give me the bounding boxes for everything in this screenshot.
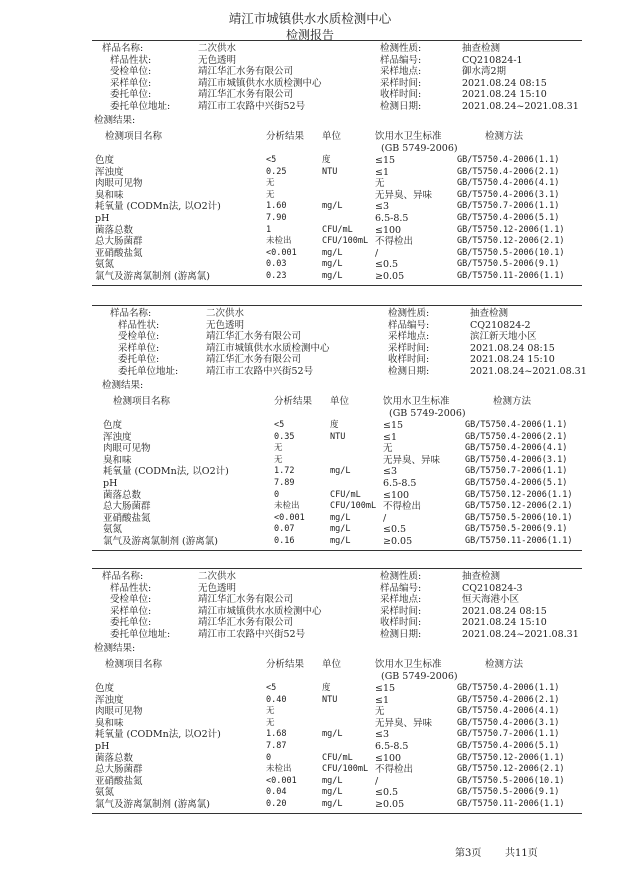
row-method: GB/T5750.4-2006(3.1) bbox=[457, 717, 560, 728]
row-item-name: 总大肠菌群 bbox=[95, 764, 143, 776]
row-result: 无 bbox=[266, 178, 275, 189]
info-value: 滨江新天地小区 bbox=[470, 331, 537, 343]
info-label: 检测日期: bbox=[380, 629, 422, 640]
page-total: 共11页 bbox=[505, 848, 538, 859]
info-value: 抽查检测 bbox=[462, 571, 501, 582]
header-item: 检测项目名称 bbox=[105, 659, 163, 670]
row-unit: 度 bbox=[322, 683, 331, 693]
row-method: GB/T5750.4-2006(4.1) bbox=[457, 706, 560, 717]
info-value: 二次供水 bbox=[198, 43, 237, 54]
info-label: 样品性状: bbox=[118, 319, 160, 331]
row-item-name: 氨氮 bbox=[95, 259, 115, 271]
row-method: GB/T5750.4-2006(2.1) bbox=[457, 166, 560, 177]
row-unit: mg/L bbox=[322, 201, 343, 212]
row-result: 0.23 bbox=[266, 271, 287, 281]
header-result: 分析结果 bbox=[274, 396, 313, 407]
row-standard: 不得检出 bbox=[383, 501, 422, 513]
row-standard: ≤15 bbox=[375, 683, 396, 694]
row-standard: ≤3 bbox=[383, 466, 398, 478]
row-item-name: 耗氧量 (CODMn法, 以O2计) bbox=[95, 729, 221, 741]
row-item-name: 菌落总数 bbox=[103, 489, 142, 501]
section-bottom-rule bbox=[92, 813, 582, 814]
row-unit: mg/L bbox=[330, 466, 351, 477]
row-method: GB/T5750.12-2006(2.1) bbox=[465, 501, 573, 512]
row-unit: NTU bbox=[322, 166, 338, 177]
row-result: 7.90 bbox=[266, 213, 287, 223]
row-unit: CFU/100mL bbox=[322, 236, 369, 247]
info-label: 检测性质: bbox=[380, 43, 422, 54]
results-label: 检测结果: bbox=[102, 380, 144, 391]
header-item: 检测项目名称 bbox=[113, 396, 171, 407]
info-value: 靖江市城镇供水水质检测中心 bbox=[206, 342, 330, 354]
row-item-name: 菌落总数 bbox=[95, 224, 134, 236]
info-value: 靖江市城镇供水水质检测中心 bbox=[198, 605, 322, 617]
row-method: GB/T5750.12-2006(2.1) bbox=[457, 236, 565, 247]
row-result: 1.72 bbox=[274, 466, 295, 477]
row-standard: ≤1 bbox=[375, 166, 390, 178]
row-method: GB/T5750.11-2006(1.1) bbox=[457, 799, 565, 809]
row-unit: NTU bbox=[322, 694, 338, 705]
section-bottom-rule bbox=[92, 285, 582, 286]
row-standard: 无异臭、异味 bbox=[375, 717, 433, 729]
row-unit: CFU/mL bbox=[322, 752, 353, 763]
row-item-name: 总大肠菌群 bbox=[95, 236, 143, 248]
info-value: CQ210824-3 bbox=[462, 582, 523, 594]
info-label: 委托单位: bbox=[110, 617, 152, 629]
header-standard: 饮用水卫生标准 bbox=[383, 396, 450, 407]
info-value: 靖江华汇水务有限公司 bbox=[198, 594, 294, 606]
row-method: GB/T5750.4-2006(2.1) bbox=[465, 431, 568, 442]
row-result: 无 bbox=[266, 189, 275, 200]
row-method: GB/T5750.4-2006(3.1) bbox=[457, 189, 560, 200]
row-standard: 无 bbox=[375, 706, 385, 718]
row-item-name: 浑浊度 bbox=[95, 166, 124, 178]
row-item-name: 臭和味 bbox=[103, 454, 132, 466]
info-value: 御水湾2期 bbox=[462, 66, 507, 78]
report-subtitle: 检测报告 bbox=[285, 28, 334, 42]
header-unit: 单位 bbox=[322, 659, 342, 670]
row-unit: mg/L bbox=[322, 775, 343, 786]
row-unit: mg/L bbox=[322, 787, 343, 798]
row-result: 未检出 bbox=[266, 236, 292, 247]
row-result: 无 bbox=[266, 706, 275, 717]
info-value: 靖江市工农路中兴街52号 bbox=[198, 629, 306, 640]
report-title: 靖江市城镇供水水质检测中心 bbox=[228, 11, 392, 26]
row-result: 未检出 bbox=[266, 764, 292, 775]
row-method: GB/T5750.5-2006(9.1) bbox=[457, 259, 560, 270]
info-label: 检测日期: bbox=[380, 101, 422, 112]
row-method: GB/T5750.4-2006(5.1) bbox=[465, 478, 568, 488]
header-unit: 单位 bbox=[330, 396, 350, 407]
row-unit: mg/L bbox=[330, 524, 351, 535]
row-method: GB/T5750.4-2006(2.1) bbox=[457, 694, 560, 705]
info-value: 2021.08.24 08:15 bbox=[462, 605, 547, 617]
row-unit: CFU/100mL bbox=[330, 501, 377, 512]
row-result: 1.60 bbox=[266, 201, 287, 212]
info-value: 无色透明 bbox=[198, 582, 237, 594]
section-top-rule bbox=[92, 305, 582, 306]
info-value: 靖江市工农路中兴街52号 bbox=[206, 366, 314, 377]
header-method: 检测方法 bbox=[485, 659, 524, 670]
info-label: 受检单位: bbox=[118, 331, 160, 343]
info-label: 采样时间: bbox=[380, 605, 422, 617]
row-result: 无 bbox=[274, 454, 283, 465]
info-value: 抽查检测 bbox=[470, 308, 509, 319]
row-standard: ≤100 bbox=[375, 752, 402, 764]
info-label: 样品编号: bbox=[380, 54, 422, 66]
row-standard: 6.5-8.5 bbox=[383, 478, 417, 489]
row-result: 0.03 bbox=[266, 259, 287, 270]
row-standard: ≤0.5 bbox=[375, 259, 399, 271]
row-unit: mg/L bbox=[322, 259, 343, 270]
page-number: 第3页 bbox=[455, 848, 482, 859]
row-method: GB/T5750.5-2006(10.1) bbox=[457, 247, 565, 258]
row-result: 0 bbox=[274, 489, 280, 500]
info-value: 二次供水 bbox=[206, 308, 245, 319]
info-label: 委托单位: bbox=[110, 89, 152, 101]
row-standard: ≤3 bbox=[375, 201, 390, 213]
row-item-name: 肉眼可见物 bbox=[103, 443, 151, 455]
row-item-name: 氨氮 bbox=[103, 524, 123, 536]
section-top-rule bbox=[92, 568, 582, 569]
row-item-name: 臭和味 bbox=[95, 717, 124, 729]
row-standard: / bbox=[375, 775, 379, 787]
header-method: 检测方法 bbox=[493, 396, 532, 407]
row-result: 0 bbox=[266, 752, 272, 763]
row-unit: CFU/100mL bbox=[322, 764, 369, 775]
row-method: GB/T5750.4-2006(1.1) bbox=[457, 155, 560, 165]
row-item-name: 氯气及游离氯制剂 (游离氯) bbox=[103, 536, 218, 547]
row-standard: ≤100 bbox=[375, 224, 402, 236]
header-result: 分析结果 bbox=[266, 659, 305, 670]
row-method: GB/T5750.4-2006(1.1) bbox=[465, 420, 568, 430]
row-method: GB/T5750.4-2006(5.1) bbox=[457, 741, 560, 751]
info-value: 靖江华汇水务有限公司 bbox=[198, 617, 294, 629]
row-standard: 无 bbox=[383, 443, 393, 455]
row-unit: mg/L bbox=[322, 271, 343, 281]
info-label: 采样单位: bbox=[118, 342, 160, 354]
header-standard: 饮用水卫生标准 bbox=[375, 131, 442, 142]
info-value: 2021.08.24 15:10 bbox=[470, 354, 555, 366]
row-standard: ≤1 bbox=[383, 431, 398, 443]
info-label: 样品性状: bbox=[110, 54, 152, 66]
row-item-name: 浑浊度 bbox=[103, 431, 132, 443]
row-standard: 无异臭、异味 bbox=[383, 454, 441, 466]
row-item-name: 氨氮 bbox=[95, 787, 115, 799]
row-item-name: 菌落总数 bbox=[95, 752, 134, 764]
row-item-name: 氯气及游离氯制剂 (游离氯) bbox=[95, 799, 210, 810]
row-result: 0.20 bbox=[266, 799, 287, 809]
info-value: 无色透明 bbox=[198, 54, 237, 66]
row-result: <5 bbox=[266, 155, 277, 165]
header-method: 检测方法 bbox=[485, 131, 524, 142]
row-result: 7.89 bbox=[274, 478, 295, 488]
row-result: <5 bbox=[266, 683, 277, 693]
header-item: 检测项目名称 bbox=[105, 131, 163, 142]
row-method: GB/T5750.4-2006(4.1) bbox=[457, 178, 560, 189]
info-value: 2021.08.24 15:10 bbox=[462, 89, 547, 101]
row-item-name: 浑浊度 bbox=[95, 694, 124, 706]
row-result: <5 bbox=[274, 420, 285, 430]
row-result: 1.68 bbox=[266, 729, 287, 740]
row-unit: 度 bbox=[330, 420, 339, 430]
info-label: 采样时间: bbox=[388, 342, 430, 354]
row-method: GB/T5750.12-2006(1.1) bbox=[457, 752, 565, 763]
row-result: 0.07 bbox=[274, 524, 295, 535]
row-standard: / bbox=[375, 247, 379, 259]
info-value: 2021.08.24 15:10 bbox=[462, 617, 547, 629]
header-result: 分析结果 bbox=[266, 131, 305, 142]
results-label: 检测结果: bbox=[94, 643, 136, 654]
info-label: 检测性质: bbox=[380, 571, 422, 582]
info-label: 样品编号: bbox=[380, 582, 422, 594]
info-label: 委托单位地址: bbox=[110, 101, 171, 112]
info-value: 二次供水 bbox=[198, 571, 237, 582]
row-result: 无 bbox=[274, 443, 283, 454]
row-unit: mg/L bbox=[330, 536, 351, 546]
info-value: 抽查检测 bbox=[462, 43, 501, 54]
row-item-name: 肉眼可见物 bbox=[95, 706, 143, 718]
info-value: 靖江华汇水务有限公司 bbox=[198, 66, 294, 78]
info-label: 样品编号: bbox=[388, 319, 430, 331]
info-label: 检测日期: bbox=[388, 366, 430, 377]
info-label: 委托单位地址: bbox=[118, 366, 179, 377]
header-unit: 单位 bbox=[322, 131, 342, 142]
info-label: 收样时间: bbox=[380, 89, 422, 101]
info-value: CQ210824-2 bbox=[470, 319, 531, 331]
row-result: 未检出 bbox=[274, 501, 300, 512]
row-method: GB/T5750.12-2006(1.1) bbox=[465, 489, 573, 500]
info-label: 受检单位: bbox=[110, 594, 152, 606]
row-standard: ≤0.5 bbox=[383, 524, 407, 536]
row-result: 0.25 bbox=[266, 166, 287, 177]
info-label: 委托单位地址: bbox=[110, 629, 171, 640]
row-item-name: pH bbox=[95, 741, 110, 752]
info-value: 靖江市城镇供水水质检测中心 bbox=[198, 77, 322, 89]
row-method: GB/T5750.11-2006(1.1) bbox=[457, 271, 565, 281]
info-value: 2021.08.24~2021.08.31 bbox=[462, 629, 579, 640]
row-method: GB/T5750.5-2006(10.1) bbox=[465, 512, 573, 523]
row-standard: ≤100 bbox=[383, 489, 410, 501]
info-label: 样品性状: bbox=[110, 582, 152, 594]
info-label: 采样地点: bbox=[380, 594, 422, 606]
info-value: 靖江华汇水务有限公司 bbox=[206, 331, 302, 343]
header-standard-code: (GB 5749-2006) bbox=[381, 143, 458, 154]
row-unit: CFU/mL bbox=[322, 224, 353, 235]
row-result: 7.87 bbox=[266, 741, 287, 751]
info-value: 靖江华汇水务有限公司 bbox=[198, 89, 294, 101]
info-label: 采样地点: bbox=[380, 66, 422, 78]
header-standard-code: (GB 5749-2006) bbox=[381, 671, 458, 682]
header-standard: 饮用水卫生标准 bbox=[375, 659, 442, 670]
row-standard: 6.5-8.5 bbox=[375, 213, 409, 224]
info-value: 靖江市工农路中兴街52号 bbox=[198, 101, 306, 112]
row-method: GB/T5750.11-2006(1.1) bbox=[465, 536, 573, 546]
row-unit: mg/L bbox=[322, 247, 343, 258]
row-standard: / bbox=[383, 512, 387, 524]
row-result: 1 bbox=[266, 224, 272, 235]
row-unit: NTU bbox=[330, 431, 346, 442]
row-item-name: 耗氧量 (CODMn法, 以O2计) bbox=[103, 466, 229, 478]
row-standard: 无异臭、异味 bbox=[375, 189, 433, 201]
section-bottom-rule bbox=[92, 550, 582, 551]
row-result: 无 bbox=[266, 717, 275, 728]
header-standard-code: (GB 5749-2006) bbox=[389, 408, 466, 419]
row-item-name: 色度 bbox=[103, 420, 123, 431]
row-unit: 度 bbox=[322, 155, 331, 165]
row-item-name: pH bbox=[103, 478, 118, 489]
info-value: 2021.08.24~2021.08.31 bbox=[462, 101, 579, 112]
info-value: CQ210824-1 bbox=[462, 54, 523, 66]
row-standard: ≤15 bbox=[375, 155, 396, 166]
row-standard: ≤15 bbox=[383, 420, 404, 431]
info-value: 恒天海港小区 bbox=[462, 594, 520, 606]
row-item-name: pH bbox=[95, 213, 110, 224]
row-standard: ≥0.05 bbox=[375, 271, 405, 282]
row-item-name: 氯气及游离氯制剂 (游离氯) bbox=[95, 271, 210, 282]
row-standard: 不得检出 bbox=[375, 764, 414, 776]
row-item-name: 亚硝酸盐氮 bbox=[103, 512, 151, 524]
row-result: <0.001 bbox=[266, 247, 297, 258]
row-result: <0.001 bbox=[274, 512, 305, 523]
row-unit: CFU/mL bbox=[330, 489, 361, 500]
row-method: GB/T5750.4-2006(5.1) bbox=[457, 213, 560, 223]
row-standard: ≥0.05 bbox=[383, 536, 413, 547]
info-label: 采样时间: bbox=[380, 77, 422, 89]
row-result: 0.35 bbox=[274, 431, 295, 442]
row-result: <0.001 bbox=[266, 775, 297, 786]
row-method: GB/T5750.5-2006(9.1) bbox=[457, 787, 560, 798]
row-method: GB/T5750.5-2006(9.1) bbox=[465, 524, 568, 535]
results-label: 检测结果: bbox=[94, 115, 136, 126]
info-label: 样品名称: bbox=[102, 43, 144, 54]
row-unit: mg/L bbox=[322, 729, 343, 740]
info-label: 采样地点: bbox=[388, 331, 430, 343]
section-top-rule bbox=[92, 40, 582, 41]
info-label: 收样时间: bbox=[380, 617, 422, 629]
row-result: 0.40 bbox=[266, 694, 287, 705]
row-method: GB/T5750.4-2006(1.1) bbox=[457, 683, 560, 693]
row-method: GB/T5750.4-2006(3.1) bbox=[465, 454, 568, 465]
info-label: 样品名称: bbox=[102, 571, 144, 582]
info-value: 2021.08.24~2021.08.31 bbox=[470, 366, 587, 377]
row-item-name: 耗氧量 (CODMn法, 以O2计) bbox=[95, 201, 221, 213]
info-label: 样品名称: bbox=[110, 308, 152, 319]
row-standard: ≤3 bbox=[375, 729, 390, 741]
info-label: 采样单位: bbox=[110, 605, 152, 617]
row-method: GB/T5750.12-2006(2.1) bbox=[457, 764, 565, 775]
row-standard: ≤1 bbox=[375, 694, 390, 706]
info-label: 受检单位: bbox=[110, 66, 152, 78]
row-standard: 无 bbox=[375, 178, 385, 190]
row-standard: ≤0.5 bbox=[375, 787, 399, 799]
row-item-name: 亚硝酸盐氮 bbox=[95, 775, 143, 787]
info-label: 检测性质: bbox=[388, 308, 430, 319]
row-method: GB/T5750.7-2006(1.1) bbox=[457, 201, 560, 212]
info-label: 委托单位: bbox=[118, 354, 160, 366]
info-label: 收样时间: bbox=[388, 354, 430, 366]
info-value: 2021.08.24 08:15 bbox=[462, 77, 547, 89]
row-method: GB/T5750.4-2006(4.1) bbox=[465, 443, 568, 454]
row-method: GB/T5750.7-2006(1.1) bbox=[465, 466, 568, 477]
row-unit: mg/L bbox=[322, 799, 343, 809]
info-value: 靖江华汇水务有限公司 bbox=[206, 354, 302, 366]
row-standard: 6.5-8.5 bbox=[375, 741, 409, 752]
row-unit: mg/L bbox=[330, 512, 351, 523]
row-standard: ≥0.05 bbox=[375, 799, 405, 810]
row-item-name: 臭和味 bbox=[95, 189, 124, 201]
row-item-name: 总大肠菌群 bbox=[103, 501, 151, 513]
row-result: 0.16 bbox=[274, 536, 295, 546]
row-standard: 不得检出 bbox=[375, 236, 414, 248]
row-result: 0.04 bbox=[266, 787, 287, 798]
row-item-name: 亚硝酸盐氮 bbox=[95, 247, 143, 259]
info-value: 无色透明 bbox=[206, 319, 245, 331]
info-value: 2021.08.24 08:15 bbox=[470, 342, 555, 354]
info-label: 采样单位: bbox=[110, 77, 152, 89]
row-method: GB/T5750.12-2006(1.1) bbox=[457, 224, 565, 235]
row-item-name: 色度 bbox=[95, 155, 115, 166]
row-method: GB/T5750.5-2006(10.1) bbox=[457, 775, 565, 786]
row-item-name: 色度 bbox=[95, 683, 115, 694]
row-method: GB/T5750.7-2006(1.1) bbox=[457, 729, 560, 740]
row-item-name: 肉眼可见物 bbox=[95, 178, 143, 190]
